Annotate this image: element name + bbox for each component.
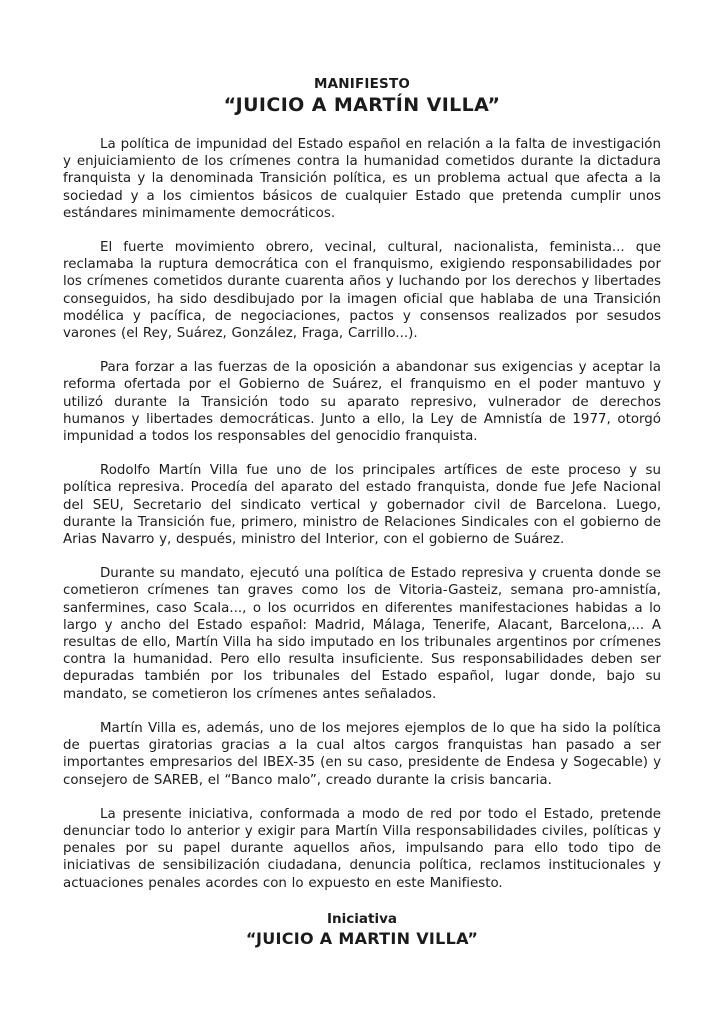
paragraph-puertas-giratorias: Martín Villa es, además, uno de los mejores ejemplos de lo que ha sido la política de puertas giratorias gracias a la cual altos cargos franquistas han pasado a ser importantes empresarios del IBEX-35 (en su caso, presidente de Endesa y Sogecable) y consejero de SAREB, el “Banco malo”, creado durante la crisis bancaria. xyxy=(63,720,661,788)
header-kicker: MANIFIESTO xyxy=(313,76,411,92)
footer-label: Iniciativa xyxy=(327,910,397,927)
paragraph-rodolfo: Rodolfo Martín Villa fue uno de los principales artífices de este proceso y su política represiva. Procedía del aparato del estado franquista, donde fue Jefe Nacional del SEU, Secretario del sindicato vertical y gobernador civil de Barcelona. Luego, durante la Transición fue, primero, ministro de Relaciones Sindicales con el gobierno de Arias Navarro y, después, ministro del Interior, con el gobierno de Suárez. xyxy=(63,463,661,548)
footer-title: “JUICIO A MARTIN VILLA” xyxy=(245,928,479,948)
document-body xyxy=(63,136,661,892)
paragraph-iniciativa: La presente iniciativa, conformada a modo de red por todo el Estado, pretende denunciar todo lo anterior y exigir para Martín Villa responsabilidades civiles, políticas y penales por su papel durante aquellos años, impulsando para ello todo tipo de iniciativas de sensibilización ciudadana, denuncia política, reclamos institucionales y actuaciones penales acordes con lo expuesto en este Manifiesto. xyxy=(63,806,661,891)
document-title: “JUICIO A MARTÍN VILLA” xyxy=(223,94,501,116)
document-footer xyxy=(63,911,661,949)
paragraph-movimiento: El fuerte movimiento obrero, vecinal, cultural, nacionalista, feminista... que reclamaba la ruptura democrática con el franquismo, exigiendo responsabilidades por los crímenes cometidos durante cuarenta años y luchando por los derechos y libertades conseguidos, ha sido desdibujado por la imagen oficial que hablaba de una Transición modélica y pacífica, de negociaciones, pactos y consensos realizados por sesudos varones (el Rey, Suárez, González, Fraga, Carrillo...). xyxy=(63,240,661,342)
paragraph-reforma: Para forzar a las fuerzas de la oposición a abandonar sus exigencias y aceptar la reforma ofertada por el Gobierno de Suárez, el franquismo en el poder mantuvo y utilizó durante la Transición todo su aparato represivo, vulnerador de derechos humanos y libertades democráticas. Junto a ello, la Ley de Amnistía de 1977, otorgó impunidad a todos los responsables del genocidio franquista. xyxy=(63,360,661,445)
document-header xyxy=(63,76,661,117)
paragraph-impunidad: La política de impunidad del Estado español en relación a la falta de investigación y enjuiciamiento de los crímenes contra la humanidad cometidos durante la dictadura franquista y la denominada Transición política, es un problema actual que afecta a la sociedad y a los cimientos básicos de cualquier Estado que pretenda cumplir unos estándares minimamente democráticos. xyxy=(63,137,661,221)
paragraph-mandato: Durante su mandato, ejecutó una política de Estado represiva y cruenta donde se cometieron crímenes tan graves como los de Vitoria-Gasteiz, semana pro-amnistía, sanfermines, caso Scala..., o los ocurridos en diferentes manifestaciones habidas a lo largo y ancho del Estado español: Madrid, Málaga, Tenerife, Alacant, Barcelona,... A resultas de ello, Martín Villa ha sido imputado en los tribunales argentinos por crímenes contra la humanidad. Pero ello resulta insuficiente. Sus responsabilidades deben ser depuradas también por los tribunales del Estado español, lugar donde, bajo su mandato, se cometieron los crímenes antes señalados. xyxy=(63,566,661,702)
